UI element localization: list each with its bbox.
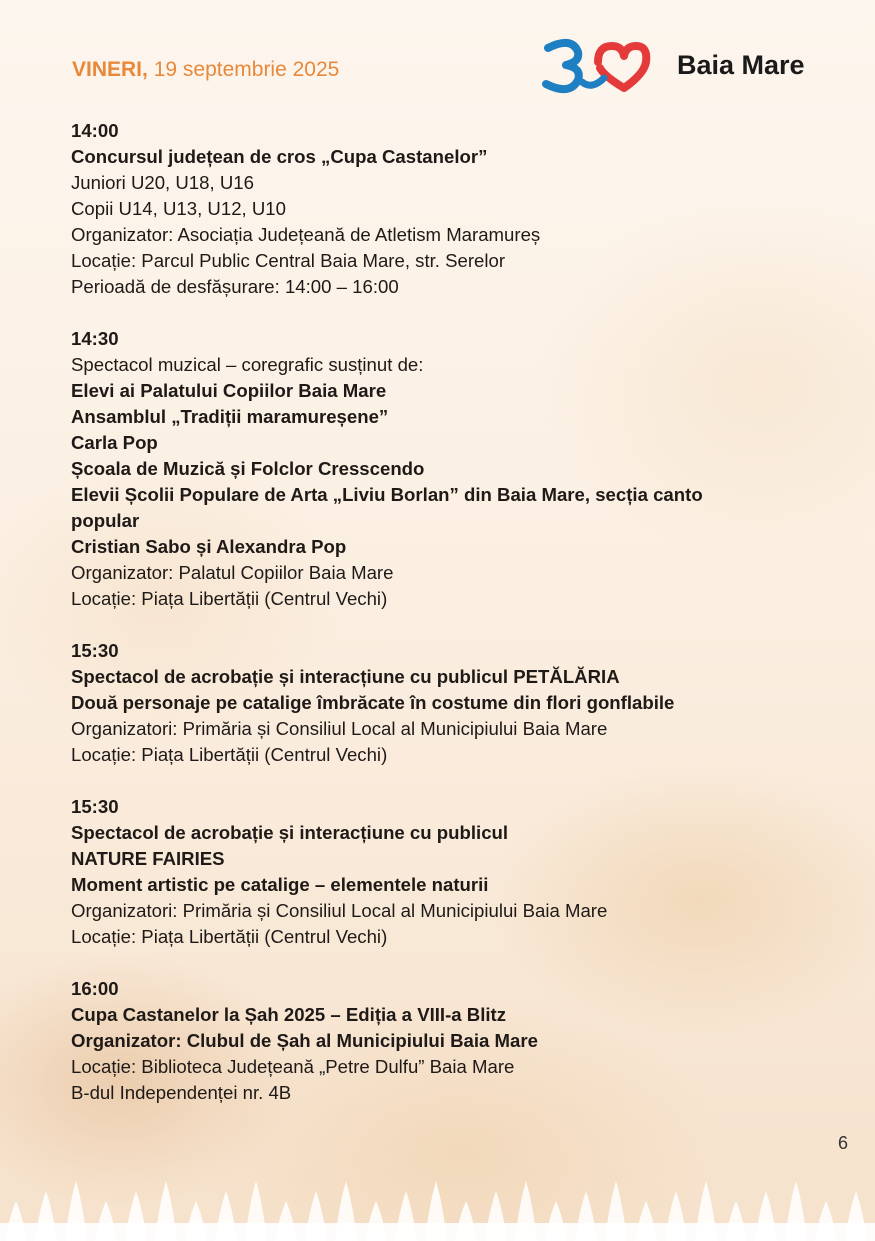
event-line: Concursul județean de cros „Cupa Castanelor” <box>71 146 488 167</box>
leaf-shape-icon <box>185 1201 207 1241</box>
leaf-shape-icon <box>365 1201 387 1241</box>
event-line: Moment artistic pe catalige – elementele naturii <box>71 874 489 895</box>
leaf-shape-icon <box>425 1181 447 1241</box>
event-line: Organizator: Asociația Județeană de Atletism Maramureș <box>71 224 541 245</box>
event-block <box>71 976 791 1106</box>
leaf-shape-icon <box>275 1201 297 1241</box>
page-date <box>72 58 339 82</box>
event-line: Elevi ai Palatului Copiilor Baia Mare <box>71 380 387 401</box>
event-line: Organizatori: Primăria și Consiliul Local al Municipiului Baia Mare <box>71 718 608 739</box>
event-line: Perioadă de desfășurare: 14:00 – 16:00 <box>71 276 399 297</box>
event-time: 16:00 <box>71 978 119 999</box>
page-number: 6 <box>837 1133 848 1153</box>
event-schedule <box>71 118 791 1132</box>
event-time: 15:30 <box>71 796 119 817</box>
leaf-shape-icon <box>695 1181 717 1241</box>
event-time: 14:00 <box>71 120 119 141</box>
leaf-shape-icon <box>395 1191 417 1241</box>
leaf-shape-icon <box>845 1191 867 1241</box>
leaf-shape-icon <box>125 1191 147 1241</box>
event-line: Locație: Piața Libertății (Centrul Vechi) <box>71 744 388 765</box>
event-line: Organizator: Clubul de Șah al Municipiului Baia Mare <box>71 1030 538 1051</box>
event-line: Locație: Piața Libertății (Centrul Vechi) <box>71 926 388 947</box>
event-line: Locație: Biblioteca Județeană „Petre Dulfu” Baia Mare <box>71 1056 515 1077</box>
leaf-shape-icon <box>305 1191 327 1241</box>
event-line: Spectacol de acrobație și interacțiune cu publicul <box>71 822 509 843</box>
leaf-shape-icon <box>485 1191 507 1241</box>
baia-mare-30-logo-icon <box>542 38 652 94</box>
event-line: popular <box>71 510 140 531</box>
leaf-shape-icon <box>755 1191 777 1241</box>
event-line: Locație: Piața Libertății (Centrul Vechi) <box>71 588 388 609</box>
leaf-shape-icon <box>455 1201 477 1241</box>
event-line: Elevii Școlii Populare de Arta „Liviu Borlan” din Baia Mare, secția canto <box>71 484 703 505</box>
leaf-shape-icon <box>95 1201 117 1241</box>
event-line: Locație: Parcul Public Central Baia Mare, str. Serelor <box>71 250 506 271</box>
event-line: NATURE FAIRIES <box>71 848 225 869</box>
leaf-shape-icon <box>35 1191 57 1241</box>
leaf-shape-icon <box>665 1191 687 1241</box>
event-time: 15:30 <box>71 640 119 661</box>
event-line: Copii U14, U13, U12, U10 <box>71 198 286 219</box>
leaf-shape-icon <box>215 1191 237 1241</box>
event-line: Spectacol de acrobație și interacțiune cu publicul PETĂLĂRIA <box>71 666 620 687</box>
leaf-shape-icon <box>635 1201 657 1241</box>
event-time: 14:30 <box>71 328 119 349</box>
leaf-shape-icon <box>605 1181 627 1241</box>
event-line: Două personaje pe catalige îmbrăcate în costume din flori gonflabile <box>71 692 675 713</box>
leaf-shape-icon <box>545 1201 567 1241</box>
event-line: Organizator: Palatul Copiilor Baia Mare <box>71 562 394 583</box>
event-line: Carla Pop <box>71 432 158 453</box>
event-line: Cristian Sabo și Alexandra Pop <box>71 536 347 557</box>
leaf-shape-icon <box>335 1181 357 1241</box>
event-block <box>71 118 791 300</box>
leaf-shape-icon <box>515 1181 537 1241</box>
leaf-shape-icon <box>725 1201 747 1241</box>
event-block <box>71 794 791 950</box>
date-day: VINERI, <box>72 58 148 81</box>
leaf-shape-icon <box>785 1181 807 1241</box>
leaf-shape-icon <box>5 1201 27 1241</box>
event-line: Ansamblul „Tradiții maramureșene” <box>71 406 389 427</box>
event-line: B-dul Independenței nr. 4B <box>71 1082 292 1103</box>
event-block <box>71 638 791 768</box>
event-line: Organizatori: Primăria și Consiliul Local al Municipiului Baia Mare <box>71 900 608 921</box>
event-line: Cupa Castanelor la Șah 2025 – Ediția a VIII-a Blitz <box>71 1004 507 1025</box>
leaf-shape-icon <box>65 1181 87 1241</box>
leaf-shape-icon <box>575 1191 597 1241</box>
event-line: Juniori U20, U18, U16 <box>71 172 254 193</box>
leaf-shape-icon <box>815 1201 837 1241</box>
event-line: Spectacol muzical – coregrafic susținut de: <box>71 354 424 375</box>
leaf-shape-icon <box>245 1181 267 1241</box>
logo-city-name: Baia Mare <box>677 50 805 80</box>
date-value: 19 septembrie 2025 <box>153 58 340 81</box>
event-line: Școala de Muzică și Folclor Cresscendo <box>71 458 425 479</box>
event-block <box>71 326 791 612</box>
leaf-shape-icon <box>155 1181 177 1241</box>
leaf-border-decoration <box>0 1161 875 1241</box>
